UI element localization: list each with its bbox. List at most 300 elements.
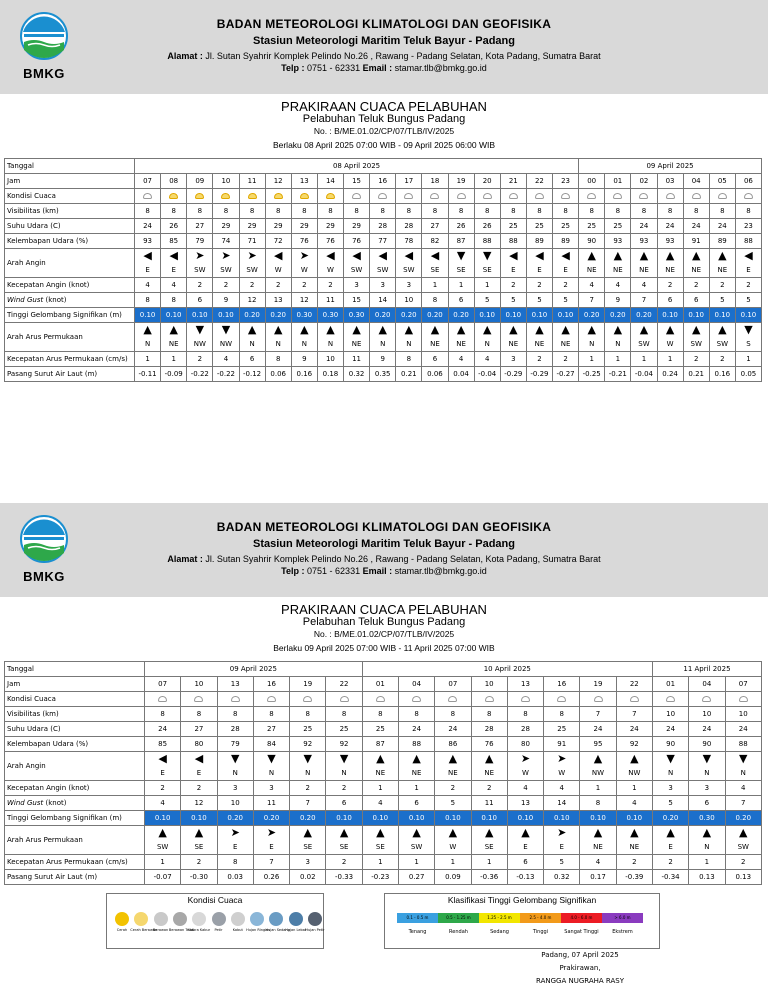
weather-legend-item: Hujan Ringan bbox=[246, 912, 268, 933]
hour-cell: 04 bbox=[683, 174, 709, 189]
wind-speed-cell: 4 bbox=[579, 278, 605, 293]
current-dir-cell bbox=[689, 826, 725, 855]
tide-cell: 0.03 bbox=[217, 870, 253, 885]
tide-cell: -0.12 bbox=[239, 367, 265, 382]
current-arrow-icon: ▲ bbox=[691, 322, 701, 336]
wind-dir-cell bbox=[422, 249, 448, 278]
weather-cell bbox=[579, 189, 605, 204]
row-label: Kelembapan Udara (%) bbox=[5, 234, 135, 249]
current-arrow-icon: ▲ bbox=[456, 322, 466, 336]
current-dir-cell bbox=[500, 323, 526, 352]
current-speed-row bbox=[5, 855, 762, 870]
partly-sunny-icon bbox=[169, 193, 178, 199]
hour-cell: 07 bbox=[725, 677, 762, 692]
current-arrow-icon: ▲ bbox=[169, 322, 178, 336]
current-dir-text: S bbox=[746, 339, 751, 348]
current-dir-text: SW bbox=[737, 842, 749, 851]
hour-cell: 05 bbox=[709, 174, 735, 189]
cloudy-icon bbox=[457, 193, 466, 199]
wind-speed-cell: 2 bbox=[657, 278, 683, 293]
wind-dir-cell bbox=[398, 752, 434, 781]
tide-cell: -0.29 bbox=[526, 367, 552, 382]
humidity-cell: 93 bbox=[605, 234, 631, 249]
row-label: Jam bbox=[5, 677, 145, 692]
temp-cell: 28 bbox=[217, 722, 253, 737]
tide-cell: 0.02 bbox=[290, 870, 326, 885]
current-dir-cell bbox=[217, 826, 253, 855]
current-dir-text: N bbox=[406, 339, 412, 348]
tide-cell: -0.23 bbox=[362, 870, 398, 885]
forecast-page-2 bbox=[0, 503, 768, 985]
hour-cell: 21 bbox=[500, 174, 526, 189]
current-speed-cell: 3 bbox=[290, 855, 326, 870]
partly-sunny-icon bbox=[274, 193, 283, 199]
current-arrow-icon: ▲ bbox=[448, 825, 458, 839]
wind-speed-cell: 3 bbox=[253, 781, 289, 796]
wind-dir-text: E bbox=[511, 265, 516, 274]
wave-range-swatch: 1.25 - 2.5 m bbox=[479, 913, 520, 923]
current-arrow-icon: ▼ bbox=[221, 322, 231, 336]
humidity-cell: 76 bbox=[317, 234, 343, 249]
current-speed-cell: 4 bbox=[580, 855, 616, 870]
wind-dir-cell bbox=[396, 249, 422, 278]
wind-speed-cell: 2 bbox=[553, 278, 579, 293]
wind-dir-cell bbox=[474, 249, 500, 278]
wind-dir-text: SE bbox=[430, 265, 440, 274]
weather-cell bbox=[362, 692, 398, 707]
weather-legend-item: Berawan bbox=[150, 912, 172, 933]
gust-cell: 9 bbox=[213, 293, 239, 308]
wave-cell: 0.10 bbox=[181, 811, 217, 826]
weather-cell bbox=[544, 692, 580, 707]
current-dir-text: NW bbox=[219, 339, 233, 348]
tide-cell: -0.22 bbox=[187, 367, 213, 382]
gust-cell: 8 bbox=[422, 293, 448, 308]
cloudy-icon bbox=[557, 696, 566, 702]
current-arrow-icon: ➤ bbox=[266, 825, 277, 839]
weather-cell bbox=[396, 189, 422, 204]
current-arrow-icon: ▲ bbox=[339, 825, 349, 839]
wind-arrow-icon: ➤ bbox=[520, 751, 531, 765]
visibility-cell: 8 bbox=[396, 204, 422, 219]
tide-cell: 0.09 bbox=[435, 870, 471, 885]
weather-cell bbox=[553, 189, 579, 204]
gust-cell: 10 bbox=[396, 293, 422, 308]
address-line: Alamat : Jl. Sutan Syahrir Komplek Pelindo No.26 , Rawang - Padang Selatan, Kota Padang, Sumatra Barat bbox=[167, 554, 601, 564]
current-dir-text: W bbox=[666, 339, 674, 348]
temp-cell: 25 bbox=[544, 722, 580, 737]
wind-speed-cell: 2 bbox=[181, 781, 217, 796]
visibility-cell: 8 bbox=[317, 204, 343, 219]
wind-speed-cell: 4 bbox=[507, 781, 543, 796]
cloudy-icon bbox=[702, 696, 711, 702]
humidity-cell: 93 bbox=[657, 234, 683, 249]
hour-cell: 11 bbox=[239, 174, 265, 189]
visibility-cell: 8 bbox=[239, 204, 265, 219]
wave-cell: 0.10 bbox=[616, 811, 652, 826]
current-dir-cell bbox=[362, 826, 398, 855]
visibility-cell: 8 bbox=[507, 707, 543, 722]
gust-cell: 4 bbox=[362, 796, 398, 811]
wind-dir-cell bbox=[526, 249, 552, 278]
date-cell: 09 April 2025 bbox=[579, 159, 762, 174]
visibility-cell: 8 bbox=[526, 204, 552, 219]
temp-cell: 29 bbox=[344, 219, 370, 234]
row-label: Tinggi Gelombang Signifikan (m) bbox=[5, 308, 135, 323]
cloudy-icon bbox=[739, 696, 748, 702]
row-label: Arah Angin bbox=[5, 752, 145, 781]
wave-cell: 0.20 bbox=[253, 811, 289, 826]
port-name: Pelabuhan Teluk Bungus Padang bbox=[302, 113, 466, 125]
visibility-cell: 7 bbox=[580, 707, 616, 722]
visibility-cell: 8 bbox=[435, 707, 471, 722]
humidity-cell: 93 bbox=[135, 234, 161, 249]
wind-dir-text: E bbox=[746, 265, 751, 274]
current-speed-cell: 2 bbox=[553, 352, 579, 367]
current-speed-cell: 9 bbox=[370, 352, 396, 367]
wind-arrow-icon: ◀ bbox=[352, 248, 361, 262]
wave-cell: 0.10 bbox=[362, 811, 398, 826]
current-arrow-icon: ▲ bbox=[376, 825, 385, 839]
gust-cell: 4 bbox=[616, 796, 652, 811]
current-dir-cell bbox=[709, 323, 735, 352]
row-label: Kecepatan Angin (knot) bbox=[5, 781, 145, 796]
visibility-cell: 10 bbox=[652, 707, 688, 722]
wave-cell: 0.10 bbox=[161, 308, 187, 323]
wind-dir-text: NE bbox=[448, 768, 458, 777]
wind-dir-cell bbox=[145, 752, 181, 781]
wave-cell: 0.10 bbox=[435, 811, 471, 826]
weather-row bbox=[5, 189, 762, 204]
humidity-cell: 95 bbox=[580, 737, 616, 752]
hour-cell: 13 bbox=[507, 677, 543, 692]
cloudy-icon bbox=[143, 193, 152, 199]
humidity-cell: 76 bbox=[291, 234, 317, 249]
current-dir-cell bbox=[265, 323, 291, 352]
current-dir-cell bbox=[631, 323, 657, 352]
current-dir-text: NE bbox=[430, 339, 440, 348]
humidity-cell: 88 bbox=[398, 737, 434, 752]
cloudy-icon bbox=[448, 696, 457, 702]
wind-arrow-icon: ◀ bbox=[404, 248, 414, 262]
humidity-cell: 85 bbox=[145, 737, 181, 752]
wind-dir-cell bbox=[725, 752, 762, 781]
current-speed-cell: 6 bbox=[239, 352, 265, 367]
hour-cell: 04 bbox=[689, 677, 725, 692]
weather-icon bbox=[173, 912, 187, 926]
visibility-row bbox=[5, 707, 762, 722]
current-dir-cell bbox=[553, 323, 579, 352]
weather-icon bbox=[269, 912, 283, 926]
humidity-cell: 92 bbox=[326, 737, 362, 752]
current-arrow-icon: ▲ bbox=[484, 825, 494, 839]
wind-dir-text: N bbox=[341, 768, 347, 777]
gust-cell: 8 bbox=[135, 293, 161, 308]
tide-cell: -0.21 bbox=[605, 367, 631, 382]
current-dir-text: NE bbox=[560, 339, 571, 348]
wind-dir-text: E bbox=[196, 768, 202, 777]
wind-arrow-icon: ◀ bbox=[194, 751, 204, 765]
temp-cell: 28 bbox=[396, 219, 422, 234]
hour-cell: 23 bbox=[553, 174, 579, 189]
current-speed-cell: 9 bbox=[291, 352, 317, 367]
partly-sunny-icon bbox=[300, 193, 309, 199]
visibility-cell: 8 bbox=[683, 204, 709, 219]
current-dir-text: N bbox=[144, 339, 151, 348]
row-label: Tinggi Gelombang Signifikan (m) bbox=[5, 811, 145, 826]
humidity-cell: 77 bbox=[370, 234, 396, 249]
wind-arrow-icon: ▲ bbox=[376, 751, 385, 765]
current-dir-cell bbox=[344, 323, 370, 352]
current-arrow-icon: ▲ bbox=[613, 322, 623, 336]
wind-arrow-icon: ▲ bbox=[593, 751, 603, 765]
visibility-cell: 8 bbox=[161, 204, 187, 219]
visibility-cell: 8 bbox=[291, 204, 317, 219]
hour-cell: 13 bbox=[291, 174, 317, 189]
logo-text: BMKG bbox=[23, 66, 65, 81]
humidity-cell: 88 bbox=[500, 234, 526, 249]
visibility-cell: 8 bbox=[135, 204, 161, 219]
wave-cell: 0.10 bbox=[135, 308, 161, 323]
wave-cell: 0.20 bbox=[422, 308, 448, 323]
current-arrow-icon: ▲ bbox=[303, 825, 312, 839]
current-arrow-icon: ➤ bbox=[230, 825, 240, 839]
current-dir-cell bbox=[145, 826, 181, 855]
current-speed-cell: 1 bbox=[135, 352, 161, 367]
weather-cell bbox=[631, 189, 657, 204]
hour-cell: 10 bbox=[181, 677, 217, 692]
current-speed-cell: 1 bbox=[398, 855, 434, 870]
wind-speed-cell: 3 bbox=[689, 781, 725, 796]
wind-dir-cell bbox=[605, 249, 631, 278]
current-dir-cell bbox=[370, 323, 396, 352]
wind-dir-text: NE bbox=[665, 265, 675, 274]
gust-cell: 5 bbox=[553, 293, 579, 308]
cloudy-icon bbox=[430, 193, 439, 199]
wind-arrow-icon: ▼ bbox=[303, 751, 312, 765]
current-arrow-icon: ▲ bbox=[587, 322, 596, 336]
wave-cell: 0.20 bbox=[448, 308, 474, 323]
wind-dir-cell bbox=[317, 249, 343, 278]
wind-dir-text: N bbox=[740, 768, 746, 777]
humidity-cell: 91 bbox=[544, 737, 580, 752]
temp-row bbox=[5, 722, 762, 737]
weather-legend bbox=[106, 893, 324, 949]
current-arrow-icon: ▲ bbox=[739, 825, 748, 839]
wind-dir-text: SW bbox=[350, 265, 363, 274]
tide-cell: 0.17 bbox=[580, 870, 616, 885]
wind-dir-cell bbox=[362, 752, 398, 781]
validity-period: Berlaku 08 April 2025 07:00 WIB - 09 April 2025 06:00 WIB bbox=[272, 140, 496, 150]
weather-icon bbox=[250, 912, 264, 926]
visibility-cell: 8 bbox=[217, 707, 253, 722]
current-dir-text: NW bbox=[193, 339, 206, 348]
wave-row bbox=[5, 811, 762, 826]
weather-cell bbox=[605, 189, 631, 204]
weather-icon bbox=[115, 912, 129, 926]
weather-cell bbox=[500, 189, 526, 204]
wind-dir-cell bbox=[616, 752, 652, 781]
current-arrow-icon: ▲ bbox=[430, 322, 440, 336]
current-dir-cell bbox=[290, 826, 326, 855]
current-dir-text: E bbox=[232, 842, 238, 851]
gust-cell: 5 bbox=[652, 796, 688, 811]
doc-title: PRAKIRAAN CUACA PELABUHAN bbox=[281, 602, 487, 617]
wind-dir-cell bbox=[544, 752, 580, 781]
wind-arrow-icon: ▲ bbox=[639, 248, 649, 262]
weather-icon bbox=[154, 912, 168, 926]
weather-cell bbox=[370, 189, 396, 204]
current-arrow-icon: ▲ bbox=[482, 322, 492, 336]
gust-cell: 5 bbox=[500, 293, 526, 308]
wind-dir-cell bbox=[631, 249, 657, 278]
current-speed-cell: 2 bbox=[683, 352, 709, 367]
humidity-cell: 89 bbox=[553, 234, 579, 249]
current-speed-cell: 1 bbox=[735, 352, 761, 367]
current-dir-cell bbox=[657, 323, 683, 352]
gust-cell: 6 bbox=[448, 293, 474, 308]
wind-dir-text: N bbox=[232, 768, 238, 777]
humidity-cell: 85 bbox=[161, 234, 187, 249]
current-speed-cell: 1 bbox=[471, 855, 507, 870]
hour-cell: 10 bbox=[213, 174, 239, 189]
wind-arrow-icon: ◀ bbox=[158, 751, 167, 765]
wind-dir-text: N bbox=[305, 768, 311, 777]
wind-arrow-icon: ▲ bbox=[484, 751, 494, 765]
hour-cell: 22 bbox=[326, 677, 362, 692]
current-dir-text: SE bbox=[339, 842, 349, 851]
hour-cell: 16 bbox=[370, 174, 396, 189]
weather-cell bbox=[709, 189, 735, 204]
wind-arrow-icon: ▼ bbox=[456, 248, 466, 262]
wind-dir-text: NE bbox=[717, 265, 728, 274]
tide-cell: -0.09 bbox=[161, 367, 187, 382]
current-dir-text: N bbox=[275, 339, 281, 348]
visibility-cell: 8 bbox=[579, 204, 605, 219]
weather-icon bbox=[134, 912, 148, 926]
address-line: Alamat : Jl. Sutan Syahrir Komplek Pelindo No.26 , Rawang - Padang Selatan, Kota Padang, Sumatra Barat bbox=[167, 51, 601, 61]
hour-cell: 20 bbox=[474, 174, 500, 189]
wind-dir-text: SW bbox=[220, 265, 232, 274]
cloudy-icon bbox=[404, 193, 413, 199]
wind-dir-cell bbox=[579, 249, 605, 278]
wind-dir-text: NE bbox=[691, 265, 702, 274]
current-speed-cell: 6 bbox=[422, 352, 448, 367]
current-speed-cell: 8 bbox=[396, 352, 422, 367]
wind-dir-text: NE bbox=[375, 768, 386, 777]
wind-arrow-icon: ◀ bbox=[326, 248, 335, 262]
letterhead bbox=[0, 0, 768, 94]
wave-cell: 0.10 bbox=[500, 308, 526, 323]
hour-cell: 14 bbox=[317, 174, 343, 189]
current-speed-cell: 2 bbox=[187, 352, 213, 367]
current-arrow-icon: ▲ bbox=[535, 322, 544, 336]
weather-legend-item: Hujan Lebat bbox=[285, 912, 307, 933]
current-dir-text: SE bbox=[194, 842, 204, 851]
wind-dir-text: E bbox=[171, 265, 176, 274]
humidity-row bbox=[5, 737, 762, 752]
tide-cell: -0.36 bbox=[471, 870, 507, 885]
temp-cell: 25 bbox=[526, 219, 552, 234]
weather-cell bbox=[239, 189, 265, 204]
tide-cell: 0.26 bbox=[253, 870, 289, 885]
humidity-cell: 92 bbox=[290, 737, 326, 752]
wave-cell: 0.20 bbox=[396, 308, 422, 323]
wave-cell: 0.10 bbox=[507, 811, 543, 826]
weather-cell bbox=[652, 692, 688, 707]
wind-dir-cell bbox=[370, 249, 396, 278]
hour-cell: 19 bbox=[448, 174, 474, 189]
doc-number: No. : B/ME.01.02/CP/07/TLB/IV/2025 bbox=[313, 126, 455, 136]
current-dir-text: N bbox=[615, 339, 621, 348]
wind-speed-cell: 1 bbox=[474, 278, 500, 293]
wave-range-swatch: > 6.0 m bbox=[602, 913, 643, 923]
current-speed-cell: 1 bbox=[579, 352, 605, 367]
wind-dir-cell bbox=[657, 249, 683, 278]
cloudy-icon bbox=[630, 696, 639, 702]
current-arrow-icon: ▲ bbox=[300, 322, 309, 336]
row-label: Kecepatan Arus Permukaan (cm/s) bbox=[5, 855, 145, 870]
hour-cell: 03 bbox=[657, 174, 683, 189]
current-arrow-icon: ▲ bbox=[561, 322, 570, 336]
temp-cell: 25 bbox=[362, 722, 398, 737]
visibility-cell: 8 bbox=[422, 204, 448, 219]
tide-cell: 0.04 bbox=[448, 367, 474, 382]
wind-dir-text: E bbox=[160, 768, 165, 777]
tide-cell: -0.04 bbox=[474, 367, 500, 382]
cloudy-icon bbox=[521, 696, 530, 702]
wind-dir-text: NE bbox=[411, 768, 422, 777]
wave-cell: 0.10 bbox=[526, 308, 552, 323]
current-dir-text: N bbox=[249, 339, 255, 348]
row-label: Kondisi Cuaca bbox=[5, 692, 145, 707]
wave-cell: 0.30 bbox=[317, 308, 343, 323]
signature-date: Padang, 07 April 2025 bbox=[541, 951, 619, 959]
visibility-cell: 8 bbox=[145, 707, 181, 722]
wind-speed-cell: 2 bbox=[683, 278, 709, 293]
cloudy-icon bbox=[613, 193, 622, 199]
wave-cell: 0.20 bbox=[652, 811, 688, 826]
current-dir-cell bbox=[317, 323, 343, 352]
tide-cell: -0.04 bbox=[631, 367, 657, 382]
row-label: Kelembapan Udara (%) bbox=[5, 737, 145, 752]
gust-cell: 4 bbox=[145, 796, 181, 811]
wave-cell: 0.20 bbox=[631, 308, 657, 323]
hour-cell: 06 bbox=[735, 174, 761, 189]
humidity-cell: 92 bbox=[616, 737, 652, 752]
weather-cell bbox=[580, 692, 616, 707]
temp-cell: 24 bbox=[683, 219, 709, 234]
hour-cell: 01 bbox=[362, 677, 398, 692]
current-speed-cell: 1 bbox=[362, 855, 398, 870]
station-name: Stasiun Meteorologi Maritim Teluk Bayur - Padang bbox=[252, 35, 515, 47]
weather-cell bbox=[725, 692, 762, 707]
gust-cell: 14 bbox=[370, 293, 396, 308]
current-dir-text: NE bbox=[593, 842, 603, 851]
current-dir-cell bbox=[580, 826, 616, 855]
weather-cell bbox=[683, 189, 709, 204]
current-dir-cell bbox=[253, 826, 289, 855]
wave-cell: 0.10 bbox=[145, 811, 181, 826]
visibility-cell: 8 bbox=[265, 204, 291, 219]
wind-speed-cell: 3 bbox=[652, 781, 688, 796]
row-label: Suhu Udara (C) bbox=[5, 219, 135, 234]
tide-cell: -0.25 bbox=[579, 367, 605, 382]
cloudy-icon bbox=[352, 193, 361, 199]
visibility-cell: 8 bbox=[181, 707, 217, 722]
wind-speed-cell: 2 bbox=[471, 781, 507, 796]
wind-dir-cell bbox=[435, 752, 471, 781]
